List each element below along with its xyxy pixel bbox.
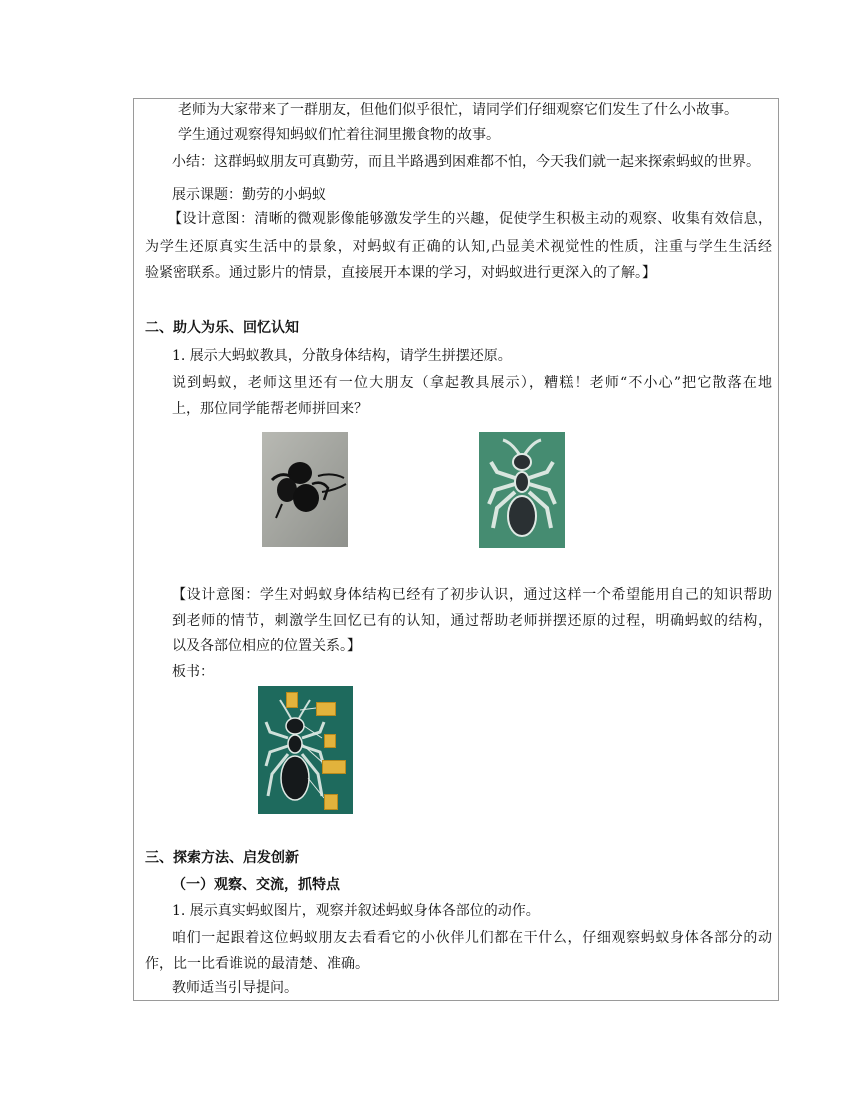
design-intent-line: 【设计意图：清晰的微观影像能够激发学生的兴趣，促使学生积极主动的观察、收集有效信息， (168, 211, 772, 227)
paragraph: 1. 展示大蚂蚁教具，分散身体结构，请学生拼摆还原。 (172, 348, 512, 364)
paragraph: 教师适当引导提问。 (172, 980, 298, 996)
paragraph: 老师为大家带来了一群朋友，但他们似乎很忙，请同学们仔细观察它们发生了什么小故事。 (178, 102, 738, 118)
board-label: 板书： (172, 664, 214, 680)
design-intent-line: 为学生还原真实生活中的景象，对蚂蚁有正确的认知,凸显美术视觉性的性质，注重与学生生活经 (145, 239, 772, 255)
paragraph: 展示课题：勤劳的小蚂蚁 (172, 187, 326, 203)
blackboard-ant-diagram-image (258, 686, 353, 814)
design-intent-line: 以及各部位相应的位置关系。】 (172, 638, 361, 654)
design-intent-line: 到老师的情节，刺激学生回忆已有的认知，通过帮助老师拼摆还原的过程，明确蚂蚁的结构， (172, 613, 772, 629)
paragraph: 上，那位同学能帮老师拼回来？ (172, 401, 368, 417)
paragraph: 作，比一比看谁说的最清楚、准确。 (145, 956, 369, 972)
subsection-heading: （一）观察、交流，抓特点 (172, 877, 340, 893)
section-heading: 二、助人为乐、回忆认知 (145, 320, 299, 336)
paragraph: 咱们一起跟着这位蚂蚁朋友去看看它的小伙伴儿们都在干什么，仔细观察蚂蚁身体各部分的动 (172, 930, 772, 946)
design-intent-line: 验紧密联系。通过影片的情景，直接展开本课的学习，对蚂蚁进行更深入的了解。】 (145, 265, 656, 281)
assembled-ant-image (479, 432, 565, 548)
design-intent-line: 【设计意图：学生对蚂蚁身体结构已经有了初步认识，通过这样一个希望能用自己的知识帮助 (172, 587, 772, 603)
paragraph: 小结：这群蚂蚁朋友可真勤劳，而且半路遇到困难都不怕，今天我们就一起来探索蚂蚁的世界。 (172, 154, 760, 170)
section-heading: 三、探索方法、启发创新 (145, 850, 299, 866)
paragraph: 说到蚂蚁，老师这里还有一位大朋友（拿起教具展示），糟糕！老师“不小心”把它散落在地 (172, 375, 772, 391)
paragraph: 1. 展示真实蚂蚁图片，观察并叙述蚂蚁身体各部位的动作。 (172, 903, 540, 919)
scattered-ant-pieces-image (262, 432, 348, 547)
paragraph: 学生通过观察得知蚂蚁们忙着往洞里搬食物的故事。 (178, 127, 500, 143)
